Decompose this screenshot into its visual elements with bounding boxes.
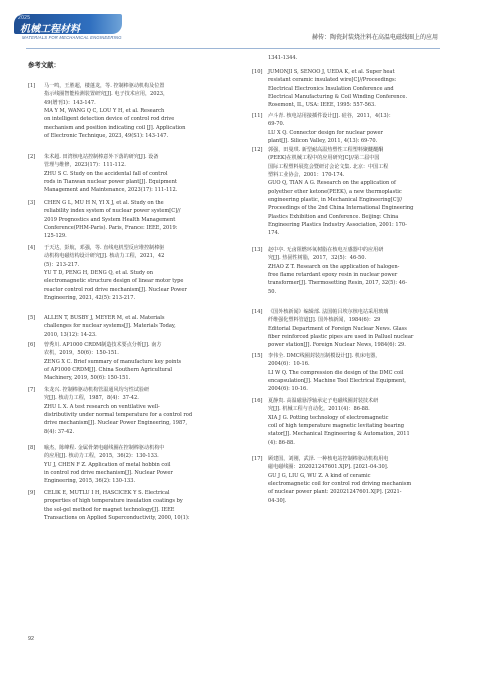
reference-number: [2]	[28, 154, 36, 160]
reference-text: CHEN G L, MU H N, YI X J, et al. Study on the reliability index system of nuclear power system[C]// 2019 Prognostics and System Health Management Conference(PHM-Paris). Paris, France: IEEE, 2019: 125-129.	[44, 200, 181, 240]
reference-number: [8]	[28, 445, 36, 451]
header-logo	[14, 14, 134, 42]
reference-entry	[252, 397, 452, 447]
reference-number: [1]	[28, 83, 36, 89]
reference-text: 马一鸣，王胜超，楼蓬龙，等. 控制棒驱动机构及位置 指示线圈智能检测装置研究[J]. 电子技术应用，2023， 49(增刊1)：143-147. MA Y M, WANG Q C, LOU Y H, et al. Research on intelligent detection device of control rod drive mechanism and position indicating coil [J]. Application of Electronic Technique, 2023, 49(S1): 143-147.	[44, 83, 186, 140]
reference-entry	[28, 82, 228, 140]
reference-text: 李伟全. DMC线圈封装压制模设计[J]. 机床电器， 2004(6)：10-16. LI W Q. The compression die design of the DMC coil encapsulation[J]. Machine Tool Electrical Equipment, 2004(6): 10-16.	[268, 353, 407, 393]
reference-text: 夏静贵. 高温磁悬浮轴承定子电磁线圈封装技术研 究[J]. 机械工程与自动化，2011(4)：86-88. XIA J G. Potting technology of electromagnetic coil of high temperature magnetic levitating bearing stator[J]. Mechanical Engineering & Automation, 2011 (4): 86-88.	[268, 398, 410, 446]
reference-text: 朱龙兴. 控制棒驱动机构管温通风均匀性试验研 究[J]. 核动力工程，1987，8(4)：37-42. ZHU L X. A test research on ventilative well- distributivity under normal temperature for a control rod drive mechanism[J]. Nuclear Power Engineering, 1987, 8(4): 37-42.	[44, 387, 193, 435]
reference-text: 赵中亭. 无卤阻燃环氧树脂在核电互感器中的应用研 究[J]. 热固性树脂，2017，32(5)：46-50. ZHAO Z T. Research on the application of halogen- free flame retardant epoxy resin in nuclear power transformer[J]. Thermosetting Resin, 2017, 32(5): 46- 50.	[268, 247, 407, 295]
header-divider	[26, 48, 440, 49]
reference-number: [11]	[252, 113, 263, 119]
reference-text: JUMONJI S, SENOO J, UEDA K, et al. Super heat resistant ceramic insulated wire[C]//Proceedings: Electrical Electronics Insulation Conference and Electrical Manufacturing & Coil Winding Conference. Rosemont, IL, USA: IEEE, 1995: 557-563.	[268, 69, 408, 109]
reference-number: [16]	[252, 398, 263, 404]
references-heading: 参考文献：	[28, 61, 60, 69]
reference-number: [4]	[28, 245, 36, 251]
reference-entry	[252, 112, 452, 145]
reference-number: [6]	[28, 342, 36, 348]
logo-subtitle: MATERIALS FOR MECHANICAL ENGINEERING	[22, 35, 122, 40]
reference-entry	[28, 444, 228, 486]
reference-entry	[28, 314, 228, 339]
reference-number: [15]	[252, 353, 263, 359]
reference-number: [5]	[28, 315, 36, 321]
reference-text: 顾建国，刘刚，武泽. 一种核电站控制棒驱动机构用电 磁电磁线圈：202021247601.X[P]. [2021-04-30]. GU J G, LIU G, WU Z. A kind of ceramic electromagnetic coil for control rod driving mechanism of nuclear power plant: 202021247601.X[P]. [2021- 04-30].	[268, 456, 412, 504]
reference-number: [12]	[252, 147, 263, 153]
reference-text: 1341-1344.	[268, 55, 298, 61]
reference-text: ALLEN T, BUSBY J, MEYER M, et al. Materials challenges for nuclear systems[J]. Materials Today, 2010, 13(12): 14-23.	[44, 315, 176, 338]
reference-text: CELIK E, MUTLU I H, HASCICEK Y S. Electrical properties of high temperature insulation coatings by the sol-gel method for magnet technology[J]. IEEE Transactions on Applied Superconductivity, 2000, 10(1):	[44, 490, 190, 522]
reference-entry	[252, 455, 452, 505]
reference-text: 曾秀川. AP1000 CRDM制造技术要点分析[J]. 南方 农机，2019，50(6)：150-151. ZENG X C. Brief summary of manufacture key points of AP1000 CRDM[J]. China Southern Agricultural Machinery, 2019, 50(6): 150-151.	[44, 342, 182, 382]
reference-entry	[28, 489, 228, 522]
reference-entry	[28, 244, 228, 302]
logo-year: 2025	[18, 15, 31, 21]
reference-number: [9]	[28, 490, 36, 496]
reference-entry	[252, 246, 452, 296]
reference-entry	[252, 308, 452, 350]
reference-number: [10]	[252, 69, 263, 75]
running-title: 赫传：陶瓷封装烧注料在高温电磁线圈上的应用	[311, 34, 438, 41]
reference-text: 郭强，田曼琪. 新型耐高温热塑性工程塑料聚醚醚酮 (PEEK)在机械工程中的应用研究[C]//第二届中国 国际工程塑料展览会暨研讨会论文集. 北京：中国工程 塑料工业协会，2001：170-174. GUO Q, TIAN A G. Research on the application of polyether ether ketone(PEEK), a new thermoplastic engineering plastic, in Mechanical Engineering[C]// Proceedings of the 2nd China International Engineering Plastics Exhibition and Conference. Beijing: China Engineering Plastics Industry Association, 2001: 170- 174.	[268, 147, 414, 237]
reference-entry	[28, 153, 228, 195]
reference-entry	[252, 146, 452, 238]
reference-number: [7]	[28, 387, 36, 393]
reference-entry	[28, 341, 228, 383]
reference-text: 卢斗青. 核电站用接插件设计[J]. 硅谷，2011，4(13)： 69-70. LU X Q. Connector design for nuclear power plant[J]. Silicon Valley, 2011, 4(13): 69-70.	[268, 113, 394, 145]
reference-number: [3]	[28, 200, 36, 206]
reference-number: [17]	[252, 456, 263, 462]
reference-text: 朱术超. 田湾核电站控制棒意外下落的研究[J]. 设备 管理与维修，2023(17)：111-112. ZHU S C. Study on the accidental fall of control rods in Tianwan nuclear power plant[J]. Equipment Management and Maintenance, 2023(17): 111-112.	[44, 154, 178, 194]
reference-text: 于天达，彭航，邓强，等. 直线电机型反应堆控制棒驱 动机构电磁结构设计研究[J]. 核动力工程，2021，42 (5)：213-217. YU T D, PENG H, DENG Q, et al. Study on electromagnetic structure design of linear motor type reactor control rod drive mechanism[J]. Nuclear Power Engineering, 2021, 42(5): 213-217.	[44, 245, 187, 302]
reference-text: 《国外核新闻》编辑部. 法国帕吕埃尔核电站采用玻璃 纤维强化塑料管道[J]. 国外核新闻，1984(6)：29 Editorial Department of Foreign Nuclear News. Glass fiber reinforced plastic pipes are used in Palluel nuclear power station[J]. Foreign Nuclear News, 1984(6): 29.	[268, 309, 414, 349]
reference-entry	[28, 199, 228, 241]
reference-continuation	[252, 54, 452, 62]
logo-title: 机械工程材料	[20, 24, 80, 35]
page-number: 92	[28, 636, 34, 642]
reference-entry	[28, 386, 228, 436]
reference-entry	[252, 352, 452, 394]
reference-text: 喻杰，陈峰程. 金属骨架电磁线圈在控制棒驱动机构中 的应用[J]. 核动力工程，2015，36(2)：130-133. YU J, CHEN F Z. Application of metal hobbin coil in control rod drive mechanism[J]. Nuclear Power Engineering, 2015, 36(2): 130-133.	[44, 445, 173, 485]
reference-entry	[252, 68, 452, 110]
reference-number: [13]	[252, 247, 263, 253]
reference-number: [14]	[252, 309, 263, 315]
